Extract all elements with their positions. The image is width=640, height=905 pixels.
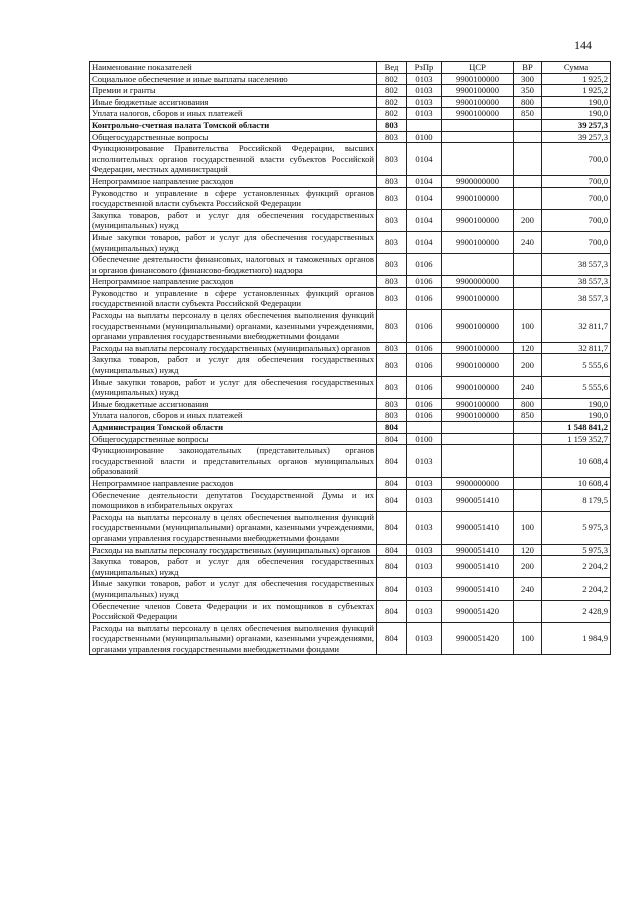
cell-csr: 9900051410 <box>442 544 514 556</box>
cell-ved: 802 <box>377 108 407 120</box>
cell-ved: 803 <box>377 119 407 131</box>
cell-ved: 803 <box>377 398 407 410</box>
cell-name: Уплата налогов, сборов и иных платежей <box>90 108 377 120</box>
cell-name: Иные закупки товаров, работ и услуг для обеспечения государственных (муниципальных) нужд <box>90 231 377 253</box>
cell-rzpr: 0106 <box>407 342 442 354</box>
cell-ved: 804 <box>377 433 407 445</box>
cell-sum: 39 257,3 <box>542 119 611 131</box>
cell-csr: 9900051410 <box>442 489 514 511</box>
table-header-row <box>90 62 611 74</box>
table-row <box>90 342 611 354</box>
cell-sum: 700,0 <box>542 187 611 209</box>
cell-sum: 8 179,5 <box>542 489 611 511</box>
cell-vr: 200 <box>514 209 542 231</box>
cell-csr: 9900100000 <box>442 73 514 85</box>
cell-ved: 802 <box>377 85 407 97</box>
cell-vr: 120 <box>514 342 542 354</box>
cell-csr: 9900100000 <box>442 410 514 422</box>
cell-rzpr: 0103 <box>407 600 442 622</box>
cell-ved: 803 <box>377 342 407 354</box>
cell-csr <box>442 433 514 445</box>
cell-sum: 5 975,3 <box>542 544 611 556</box>
cell-rzpr: 0100 <box>407 131 442 143</box>
cell-csr: 9900100000 <box>442 209 514 231</box>
cell-rzpr: 0104 <box>407 143 442 176</box>
cell-name: Расходы на выплаты персоналу в целях обеспечения выполнения функций государственными (муниципальными) органами, казенными учреждениями, органами управления государственными внебюджетными фондами <box>90 310 377 343</box>
cell-sum: 700,0 <box>542 209 611 231</box>
cell-sum: 2 204,2 <box>542 578 611 600</box>
cell-sum: 1 984,9 <box>542 622 611 655</box>
cell-ved: 804 <box>377 544 407 556</box>
cell-vr: 200 <box>514 556 542 578</box>
cell-csr: 9900100000 <box>442 287 514 309</box>
cell-name: Функционирование законодательных (представительных) органов государственной власти и представительных органов муниципальных образований <box>90 445 377 478</box>
cell-csr: 9900100000 <box>442 108 514 120</box>
cell-name: Иные бюджетные ассигнования <box>90 96 377 108</box>
cell-name: Руководство и управление в сфере установленных функций органов государственной власти субъекта Российской Федерации <box>90 287 377 309</box>
cell-ved: 803 <box>377 131 407 143</box>
table-row <box>90 511 611 544</box>
cell-rzpr: 0103 <box>407 445 442 478</box>
cell-name: Обеспечение деятельности депутатов Государственной Думы и их помощников в избирательных округах <box>90 489 377 511</box>
cell-rzpr: 0103 <box>407 108 442 120</box>
cell-vr <box>514 287 542 309</box>
cell-vr <box>514 143 542 176</box>
cell-csr <box>442 422 514 434</box>
cell-ved: 803 <box>377 209 407 231</box>
cell-rzpr: 0103 <box>407 578 442 600</box>
cell-rzpr: 0106 <box>407 376 442 398</box>
cell-name: Расходы на выплаты персоналу в целях обеспечения выполнения функций государственными (муниципальными) органами, казенными учреждениями, органами управления государственными внебюджетными фондами <box>90 622 377 655</box>
cell-name: Непрограммное направление расходов <box>90 477 377 489</box>
cell-vr: 800 <box>514 398 542 410</box>
cell-sum: 700,0 <box>542 175 611 187</box>
cell-name: Непрограммное направление расходов <box>90 276 377 288</box>
cell-rzpr: 0106 <box>407 254 442 276</box>
cell-sum: 32 811,7 <box>542 342 611 354</box>
cell-csr: 9900100000 <box>442 342 514 354</box>
table-row <box>90 96 611 108</box>
cell-sum: 38 557,3 <box>542 276 611 288</box>
cell-csr: 9900000000 <box>442 276 514 288</box>
cell-ved: 804 <box>377 422 407 434</box>
table-row <box>90 354 611 376</box>
cell-rzpr: 0103 <box>407 96 442 108</box>
cell-ved: 802 <box>377 73 407 85</box>
cell-ved: 803 <box>377 410 407 422</box>
cell-rzpr <box>407 422 442 434</box>
cell-sum: 10 608,4 <box>542 445 611 478</box>
cell-sum: 38 557,3 <box>542 254 611 276</box>
table-row <box>90 556 611 578</box>
cell-name: Обеспечение деятельности финансовых, налоговых и таможенных органов и органов финансового (финансово-бюджетного) надзора <box>90 254 377 276</box>
cell-vr <box>514 276 542 288</box>
column-header-vr: ВР <box>514 62 542 74</box>
table-row <box>90 254 611 276</box>
cell-sum: 1 925,2 <box>542 85 611 97</box>
cell-vr: 200 <box>514 354 542 376</box>
column-header-ved: Вед <box>377 62 407 74</box>
cell-sum: 10 608,4 <box>542 477 611 489</box>
cell-csr: 9900000000 <box>442 477 514 489</box>
table-row <box>90 578 611 600</box>
cell-sum: 190,0 <box>542 96 611 108</box>
cell-ved: 804 <box>377 622 407 655</box>
cell-sum: 1 925,2 <box>542 73 611 85</box>
cell-csr: 9900051420 <box>442 600 514 622</box>
cell-name: Расходы на выплаты персоналу государственных (муниципальных) органов <box>90 342 377 354</box>
cell-ved: 803 <box>377 187 407 209</box>
cell-ved: 803 <box>377 354 407 376</box>
cell-rzpr: 0106 <box>407 354 442 376</box>
table-row <box>90 445 611 478</box>
cell-sum: 32 811,7 <box>542 310 611 343</box>
cell-name: Обеспечение членов Совета Федерации и их помощников в субъектах Российской Федерации <box>90 600 377 622</box>
cell-csr: 9900100000 <box>442 231 514 253</box>
budget-table <box>89 61 611 655</box>
cell-name: Премии и гранты <box>90 85 377 97</box>
cell-ved: 803 <box>377 254 407 276</box>
cell-rzpr: 0100 <box>407 433 442 445</box>
cell-vr <box>514 119 542 131</box>
cell-sum: 39 257,3 <box>542 131 611 143</box>
cell-name: Администрация Томской области <box>90 422 377 434</box>
cell-csr <box>442 254 514 276</box>
cell-vr: 100 <box>514 511 542 544</box>
cell-vr: 100 <box>514 310 542 343</box>
cell-rzpr: 0103 <box>407 556 442 578</box>
cell-name: Расходы на выплаты персоналу в целях обеспечения выполнения функций государственными (муниципальными) органами, казенными учреждениями, органами управления государственными внебюджетными фондами <box>90 511 377 544</box>
cell-ved: 803 <box>377 276 407 288</box>
cell-name: Иные закупки товаров, работ и услуг для обеспечения государственных (муниципальных) нужд <box>90 376 377 398</box>
cell-vr: 800 <box>514 96 542 108</box>
cell-rzpr: 0106 <box>407 398 442 410</box>
cell-name: Общегосударственные вопросы <box>90 433 377 445</box>
cell-csr: 9900100000 <box>442 354 514 376</box>
cell-sum: 1 548 841,2 <box>542 422 611 434</box>
cell-ved: 803 <box>377 143 407 176</box>
cell-vr: 120 <box>514 544 542 556</box>
cell-vr: 240 <box>514 231 542 253</box>
table-row <box>90 73 611 85</box>
cell-name: Закупка товаров, работ и услуг для обеспечения государственных (муниципальных) нужд <box>90 354 377 376</box>
cell-rzpr: 0104 <box>407 187 442 209</box>
cell-sum: 2 204,2 <box>542 556 611 578</box>
cell-ved: 804 <box>377 556 407 578</box>
cell-vr: 240 <box>514 578 542 600</box>
cell-rzpr: 0103 <box>407 85 442 97</box>
cell-rzpr: 0103 <box>407 477 442 489</box>
cell-vr <box>514 477 542 489</box>
cell-csr: 9900100000 <box>442 398 514 410</box>
cell-ved: 804 <box>377 600 407 622</box>
cell-rzpr: 0103 <box>407 73 442 85</box>
cell-vr <box>514 422 542 434</box>
cell-csr: 9900000000 <box>442 175 514 187</box>
cell-rzpr: 0103 <box>407 489 442 511</box>
cell-vr <box>514 433 542 445</box>
table-row <box>90 85 611 97</box>
cell-vr <box>514 131 542 143</box>
cell-vr <box>514 600 542 622</box>
table-row <box>90 410 611 422</box>
cell-csr <box>442 131 514 143</box>
cell-rzpr: 0104 <box>407 209 442 231</box>
cell-csr <box>442 445 514 478</box>
cell-name: Иные бюджетные ассигнования <box>90 398 377 410</box>
cell-sum: 190,0 <box>542 398 611 410</box>
cell-name: Уплата налогов, сборов и иных платежей <box>90 410 377 422</box>
cell-vr <box>514 254 542 276</box>
table-row <box>90 143 611 176</box>
cell-csr: 9900051410 <box>442 578 514 600</box>
cell-sum: 700,0 <box>542 143 611 176</box>
cell-vr <box>514 187 542 209</box>
cell-name: Социальное обеспечение и иные выплаты населению <box>90 73 377 85</box>
cell-csr: 9900100000 <box>442 376 514 398</box>
cell-ved: 804 <box>377 489 407 511</box>
cell-vr: 850 <box>514 108 542 120</box>
table-row <box>90 231 611 253</box>
cell-sum: 2 428,9 <box>542 600 611 622</box>
table-row <box>90 622 611 655</box>
cell-csr: 9900100000 <box>442 310 514 343</box>
cell-name: Контрольно-счетная палата Томской области <box>90 119 377 131</box>
table-row <box>90 477 611 489</box>
cell-ved: 803 <box>377 376 407 398</box>
cell-rzpr: 0106 <box>407 410 442 422</box>
cell-vr <box>514 445 542 478</box>
cell-csr <box>442 143 514 176</box>
column-header-rzpr: РзПр <box>407 62 442 74</box>
column-header-sum: Сумма <box>542 62 611 74</box>
cell-csr: 9900100000 <box>442 85 514 97</box>
cell-csr: 9900100000 <box>442 187 514 209</box>
cell-name: Руководство и управление в сфере установленных функций органов государственной власти субъекта Российской Федерации <box>90 187 377 209</box>
cell-name: Закупка товаров, работ и услуг для обеспечения государственных (муниципальных) нужд <box>90 209 377 231</box>
cell-vr <box>514 175 542 187</box>
cell-ved: 803 <box>377 231 407 253</box>
cell-ved: 804 <box>377 445 407 478</box>
cell-sum: 38 557,3 <box>542 287 611 309</box>
cell-csr: 9900100000 <box>442 96 514 108</box>
cell-sum: 5 975,3 <box>542 511 611 544</box>
column-header-name: Наименование показателей <box>90 62 377 74</box>
cell-ved: 803 <box>377 175 407 187</box>
table-row <box>90 119 611 131</box>
cell-name: Непрограммное направление расходов <box>90 175 377 187</box>
cell-name: Общегосударственные вопросы <box>90 131 377 143</box>
table-row <box>90 209 611 231</box>
cell-csr: 9900051420 <box>442 622 514 655</box>
table-row <box>90 489 611 511</box>
cell-rzpr: 0103 <box>407 511 442 544</box>
table-row <box>90 287 611 309</box>
table-row <box>90 108 611 120</box>
cell-rzpr <box>407 119 442 131</box>
cell-vr: 850 <box>514 410 542 422</box>
table-row <box>90 376 611 398</box>
cell-csr: 9900051410 <box>442 556 514 578</box>
cell-rzpr: 0106 <box>407 276 442 288</box>
cell-name: Расходы на выплаты персоналу государственных (муниципальных) органов <box>90 544 377 556</box>
cell-vr <box>514 489 542 511</box>
table-row <box>90 187 611 209</box>
cell-rzpr: 0106 <box>407 310 442 343</box>
page-number: 144 <box>574 38 592 52</box>
column-header-csr: ЦСР <box>442 62 514 74</box>
cell-vr: 350 <box>514 85 542 97</box>
cell-ved: 804 <box>377 511 407 544</box>
cell-rzpr: 0104 <box>407 231 442 253</box>
cell-sum: 5 555,6 <box>542 354 611 376</box>
table-row <box>90 422 611 434</box>
table-row <box>90 131 611 143</box>
table-row <box>90 175 611 187</box>
cell-sum: 190,0 <box>542 108 611 120</box>
cell-ved: 803 <box>377 310 407 343</box>
cell-rzpr: 0104 <box>407 175 442 187</box>
cell-rzpr: 0103 <box>407 622 442 655</box>
cell-ved: 802 <box>377 96 407 108</box>
cell-ved: 804 <box>377 477 407 489</box>
table-row <box>90 276 611 288</box>
table-row <box>90 398 611 410</box>
cell-name: Иные закупки товаров, работ и услуг для обеспечения государственных (муниципальных) нужд <box>90 578 377 600</box>
cell-ved: 804 <box>377 578 407 600</box>
cell-ved: 803 <box>377 287 407 309</box>
cell-rzpr: 0103 <box>407 544 442 556</box>
cell-sum: 5 555,6 <box>542 376 611 398</box>
cell-vr: 100 <box>514 622 542 655</box>
cell-sum: 190,0 <box>542 410 611 422</box>
cell-vr: 300 <box>514 73 542 85</box>
cell-rzpr: 0106 <box>407 287 442 309</box>
cell-vr: 240 <box>514 376 542 398</box>
table-row <box>90 310 611 343</box>
table-row <box>90 433 611 445</box>
table-row <box>90 600 611 622</box>
cell-csr <box>442 119 514 131</box>
cell-sum: 1 159 352,7 <box>542 433 611 445</box>
table-row <box>90 544 611 556</box>
cell-name: Закупка товаров, работ и услуг для обеспечения государственных (муниципальных) нужд <box>90 556 377 578</box>
cell-sum: 700,0 <box>542 231 611 253</box>
cell-name: Функционирование Правительства Российской Федерации, высших исполнительных органов государственной власти субъектов Российской Федерации, местных администраций <box>90 143 377 176</box>
cell-csr: 9900051410 <box>442 511 514 544</box>
